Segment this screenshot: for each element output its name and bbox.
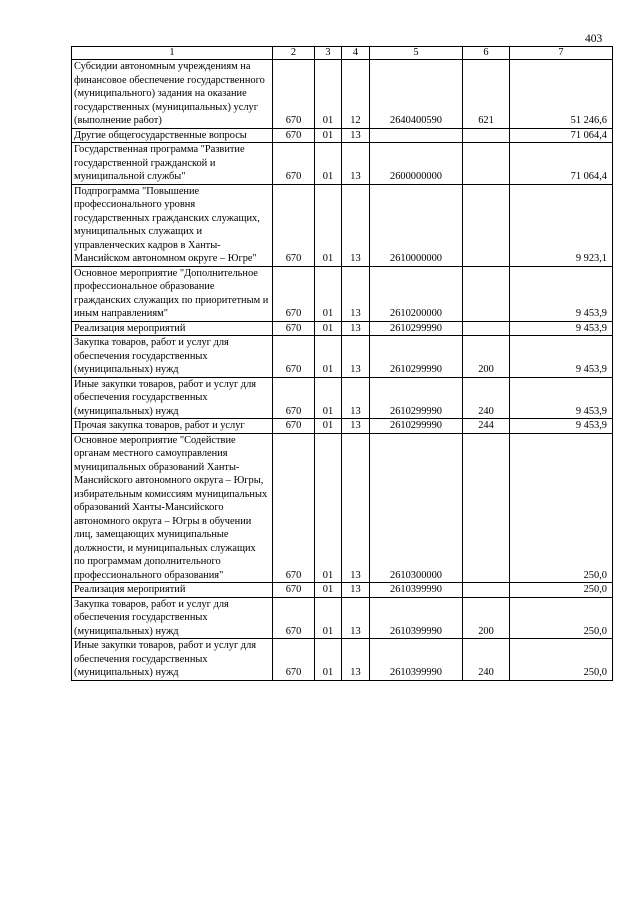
row-description: Субсидии автономным учреждениям на финансовое обеспечение государственного (муниципального) задания на оказание государственных (муниципальных) услуг (выполнение работ): [72, 60, 273, 129]
row-code-expense-type: [463, 143, 510, 185]
row-code-expense-type: [463, 266, 510, 321]
row-amount: 9 453,9: [510, 336, 613, 378]
page-number: 403: [585, 33, 603, 45]
table-row: [72, 639, 613, 681]
row-code-expense-type: 200: [463, 597, 510, 639]
row-code-ministry: 670: [273, 143, 315, 185]
row-code-expense-type: [463, 128, 510, 143]
row-description: Иные закупки товаров, работ и услуг для обеспечения государственных (муниципальных) нужд: [72, 377, 273, 419]
row-code-target: 2610000000: [370, 184, 463, 266]
row-code-target: 2610299990: [370, 419, 463, 434]
row-code-section: 01: [315, 419, 342, 434]
row-code-section: 01: [315, 583, 342, 598]
row-code-expense-type: 621: [463, 60, 510, 129]
row-amount: 9 453,9: [510, 419, 613, 434]
row-code-expense-type: [463, 583, 510, 598]
row-description: Другие общегосударственные вопросы: [72, 128, 273, 143]
row-code-subsection: 13: [342, 597, 370, 639]
header-cell: 5: [370, 47, 463, 60]
table-row: [72, 266, 613, 321]
row-description: Закупка товаров, работ и услуг для обеспечения государственных (муниципальных) нужд: [72, 336, 273, 378]
row-code-target: 2600000000: [370, 143, 463, 185]
row-code-subsection: 13: [342, 377, 370, 419]
row-code-target: 2610399990: [370, 583, 463, 598]
table-row: [72, 60, 613, 129]
row-amount: 71 064,4: [510, 128, 613, 143]
header-cell: 1: [72, 47, 273, 60]
row-code-target: 2640400590: [370, 60, 463, 129]
row-code-ministry: 670: [273, 377, 315, 419]
row-code-expense-type: 240: [463, 639, 510, 681]
row-amount: 250,0: [510, 597, 613, 639]
table-row: [72, 321, 613, 336]
row-code-section: 01: [315, 60, 342, 129]
row-code-section: 01: [315, 143, 342, 185]
row-code-section: 01: [315, 336, 342, 378]
row-code-section: 01: [315, 433, 342, 583]
table-row: [72, 597, 613, 639]
row-amount: 250,0: [510, 583, 613, 598]
row-code-section: 01: [315, 184, 342, 266]
row-code-ministry: 670: [273, 419, 315, 434]
row-amount: 250,0: [510, 639, 613, 681]
row-code-target: [370, 128, 463, 143]
row-amount: 9 453,9: [510, 266, 613, 321]
row-amount: 71 064,4: [510, 143, 613, 185]
row-description: Основное мероприятие "Содействие органам местного самоуправления муниципальных образований Ханты-Мансийского автономного округа – Югры, избирательным комиссиям муниципальных образований Ханты-Мансийского автономного округа – Югры в обучении лиц, замещающих муниципальные должности, и муниципальных служащих по программам дополнительного профессионального образования": [72, 433, 273, 583]
row-code-ministry: 670: [273, 128, 315, 143]
row-code-expense-type: 200: [463, 336, 510, 378]
row-code-subsection: 13: [342, 184, 370, 266]
header-cell: 3: [315, 47, 342, 60]
row-amount: 51 246,6: [510, 60, 613, 129]
table-row: [72, 419, 613, 434]
row-code-ministry: 670: [273, 60, 315, 129]
row-code-target: 2610399990: [370, 597, 463, 639]
row-description: Государственная программа "Развитие государственной гражданской и муниципальной службы": [72, 143, 273, 185]
row-description: Подпрограмма "Повышение профессионального уровня государственных гражданских служащих, муниципальных служащих и управленческих кадров в Ханты-Мансийском автономном округе – Югре": [72, 184, 273, 266]
row-code-section: 01: [315, 128, 342, 143]
row-code-subsection: 12: [342, 60, 370, 129]
row-description: Реализация мероприятий: [72, 321, 273, 336]
table-row: [72, 336, 613, 378]
table-row: [72, 184, 613, 266]
row-code-section: 01: [315, 321, 342, 336]
row-code-subsection: 13: [342, 143, 370, 185]
row-amount: 9 923,1: [510, 184, 613, 266]
row-code-subsection: 13: [342, 266, 370, 321]
row-code-target: 2610399990: [370, 639, 463, 681]
table-row: [72, 583, 613, 598]
row-code-target: 2610299990: [370, 336, 463, 378]
table-row: [72, 433, 613, 583]
row-code-ministry: 670: [273, 433, 315, 583]
row-code-ministry: 670: [273, 597, 315, 639]
row-code-expense-type: [463, 321, 510, 336]
row-code-expense-type: [463, 433, 510, 583]
row-code-ministry: 670: [273, 266, 315, 321]
header-cell: 2: [273, 47, 315, 60]
row-description: Иные закупки товаров, работ и услуг для обеспечения государственных (муниципальных) нужд: [72, 639, 273, 681]
row-code-expense-type: 240: [463, 377, 510, 419]
row-description: Основное мероприятие "Дополнительное профессиональное образование гражданских служащих по приоритетным и иным направлениям": [72, 266, 273, 321]
row-code-section: 01: [315, 377, 342, 419]
row-code-subsection: 13: [342, 583, 370, 598]
row-code-ministry: 670: [273, 639, 315, 681]
row-code-expense-type: [463, 184, 510, 266]
table-row: [72, 128, 613, 143]
row-code-ministry: 670: [273, 583, 315, 598]
table-row: [72, 143, 613, 185]
row-code-ministry: 670: [273, 336, 315, 378]
row-code-ministry: 670: [273, 321, 315, 336]
header-cell: 6: [463, 47, 510, 60]
table-header-row: [72, 47, 613, 60]
row-code-expense-type: 244: [463, 419, 510, 434]
row-description: Прочая закупка товаров, работ и услуг: [72, 419, 273, 434]
row-code-section: 01: [315, 266, 342, 321]
row-code-subsection: 13: [342, 639, 370, 681]
row-code-subsection: 13: [342, 433, 370, 583]
row-amount: 9 453,9: [510, 377, 613, 419]
row-amount: 9 453,9: [510, 321, 613, 336]
header-cell: 7: [510, 47, 613, 60]
row-code-target: 2610299990: [370, 321, 463, 336]
row-code-target: 2610200000: [370, 266, 463, 321]
row-amount: 250,0: [510, 433, 613, 583]
row-code-target: 2610300000: [370, 433, 463, 583]
row-description: Реализация мероприятий: [72, 583, 273, 598]
budget-table: [71, 46, 613, 681]
row-description: Закупка товаров, работ и услуг для обеспечения государственных (муниципальных) нужд: [72, 597, 273, 639]
row-code-subsection: 13: [342, 321, 370, 336]
row-code-section: 01: [315, 597, 342, 639]
header-cell: 4: [342, 47, 370, 60]
row-code-target: 2610299990: [370, 377, 463, 419]
row-code-ministry: 670: [273, 184, 315, 266]
row-code-subsection: 13: [342, 336, 370, 378]
row-code-subsection: 13: [342, 128, 370, 143]
row-code-subsection: 13: [342, 419, 370, 434]
table-row: [72, 377, 613, 419]
row-code-section: 01: [315, 639, 342, 681]
